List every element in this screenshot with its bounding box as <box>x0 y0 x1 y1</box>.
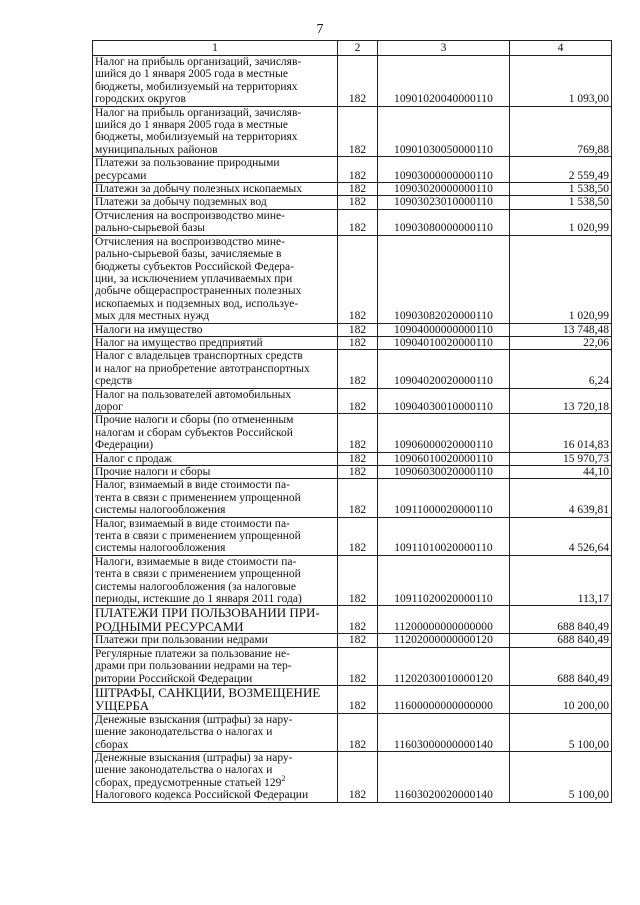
footnote-superscript: 2 <box>281 773 286 783</box>
budget-classification-code-cell: 10904010020000110 <box>378 336 510 349</box>
amount-cell: 688 840,49 <box>510 634 612 647</box>
amount-cell: 2 559,49 <box>510 157 612 183</box>
budget-classification-code-cell: 10903023010000110 <box>378 196 510 209</box>
table-row <box>93 466 612 479</box>
budget-classification-code-cell: 10903020000000110 <box>378 183 510 196</box>
revenue-name-cell: Регулярные платежи за пользование не- драми при пользовании недрами на тер- ритории Российской Федерации <box>93 647 338 685</box>
administrator-code-cell: 182 <box>338 209 378 235</box>
administrator-code-cell: 182 <box>338 196 378 209</box>
budget-classification-code-cell: 10906000020000110 <box>378 414 510 452</box>
revenue-table <box>92 40 612 803</box>
administrator-code-cell: 182 <box>338 685 378 713</box>
amount-cell: 1 093,00 <box>510 56 612 107</box>
table-row <box>93 685 612 713</box>
administrator-code-cell: 182 <box>338 713 378 751</box>
budget-classification-code-cell: 10901020040000110 <box>378 56 510 107</box>
table-row <box>93 479 612 517</box>
table-row <box>93 336 612 349</box>
amount-cell: 6,24 <box>510 350 612 388</box>
budget-classification-code-cell: 10911000020000110 <box>378 479 510 517</box>
amount-cell: 5 100,00 <box>510 713 612 751</box>
budget-classification-code-cell: 11603020020000140 <box>378 751 510 802</box>
administrator-code-cell: 182 <box>338 56 378 107</box>
revenue-name-cell: Налог, взимаемый в виде стоимости па- тента в связи с применением упрощенной системы налогообложения <box>93 479 338 517</box>
revenue-name-cell: ШТРАФЫ, САНКЦИИ, ВОЗМЕЩЕНИЕ УЩЕРБА <box>93 685 338 713</box>
administrator-code-cell: 182 <box>338 466 378 479</box>
revenue-name-cell <box>93 751 338 802</box>
budget-classification-code-cell: 10904020020000110 <box>378 350 510 388</box>
table-row <box>93 606 612 634</box>
budget-classification-code-cell: 10911020020000110 <box>378 555 510 606</box>
column-header: 2 <box>338 41 378 56</box>
table-row <box>93 751 612 802</box>
budget-classification-code-cell: 10906030020000110 <box>378 466 510 479</box>
budget-classification-code-cell: 10911010020000110 <box>378 517 510 555</box>
budget-classification-code-cell: 10903080000000110 <box>378 209 510 235</box>
revenue-name-cell: Налог на прибыль организаций, зачисляв- шийся до 1 января 2005 года в местные бюджеты, мобилизуемый на территориях муниципальных районов <box>93 106 338 157</box>
revenue-name-cell: Налог на прибыль организаций, зачисляв- шийся до 1 января 2005 года в местные бюджеты, мобилизуемый на территориях городских округов <box>93 56 338 107</box>
budget-classification-code-cell: 11200000000000000 <box>378 606 510 634</box>
revenue-name-text-tail: Налогового кодекса Российской Федерации <box>95 789 309 802</box>
amount-cell: 13 748,48 <box>510 323 612 336</box>
administrator-code-cell: 182 <box>338 336 378 349</box>
column-header: 1 <box>93 41 338 56</box>
revenue-name-cell: Денежные взыскания (штрафы) за нару- шение законодательства о налогах и сборах <box>93 713 338 751</box>
budget-classification-code-cell: 10904030010000110 <box>378 388 510 414</box>
table-row <box>93 235 612 323</box>
budget-classification-code-cell: 11600000000000000 <box>378 685 510 713</box>
administrator-code-cell: 182 <box>338 235 378 323</box>
administrator-code-cell: 182 <box>338 350 378 388</box>
amount-cell: 22,06 <box>510 336 612 349</box>
budget-classification-code-cell: 10906010020000110 <box>378 452 510 465</box>
budget-classification-code-cell: 10904000000000110 <box>378 323 510 336</box>
amount-cell: 113,17 <box>510 555 612 606</box>
revenue-name-cell: Налоги, взимаемые в виде стоимости па- тента в связи с применением упрощенной системы налогообложения (за налоговые периоды, истекшие до 1 января 2011 года) <box>93 555 338 606</box>
revenue-name-cell: Налоги на имущество <box>93 323 338 336</box>
revenue-name-cell: Платежи за добычу полезных ископаемых <box>93 183 338 196</box>
table-row <box>93 183 612 196</box>
revenue-name-cell: Налог, взимаемый в виде стоимости па- тента в связи с применением упрощенной системы налогообложения <box>93 517 338 555</box>
table-row <box>93 555 612 606</box>
amount-cell: 769,88 <box>510 106 612 157</box>
revenue-name-cell: Платежи за пользование природными ресурсами <box>93 157 338 183</box>
budget-classification-code-cell: 10903082020000110 <box>378 235 510 323</box>
amount-cell: 1 538,50 <box>510 183 612 196</box>
table-row <box>93 414 612 452</box>
amount-cell: 44,10 <box>510 466 612 479</box>
table-row <box>93 517 612 555</box>
administrator-code-cell: 182 <box>338 647 378 685</box>
amount-cell: 688 840,49 <box>510 606 612 634</box>
revenue-name-cell: Налог с продаж <box>93 452 338 465</box>
administrator-code-cell: 182 <box>338 751 378 802</box>
revenue-name-cell: Отчисления на воспроизводство мине- рально-сырьевой базы <box>93 209 338 235</box>
table-body <box>93 56 612 803</box>
table-row <box>93 634 612 647</box>
budget-classification-code-cell: 11202030010000120 <box>378 647 510 685</box>
amount-cell: 13 720,18 <box>510 388 612 414</box>
amount-cell: 10 200,00 <box>510 685 612 713</box>
table-row <box>93 713 612 751</box>
budget-classification-code-cell: 10903000000000110 <box>378 157 510 183</box>
budget-classification-code-cell: 10901030050000110 <box>378 106 510 157</box>
table-row <box>93 323 612 336</box>
administrator-code-cell: 182 <box>338 323 378 336</box>
table-row <box>93 388 612 414</box>
amount-cell: 16 014,83 <box>510 414 612 452</box>
budget-classification-code-cell: 11202000000000120 <box>378 634 510 647</box>
column-header: 3 <box>378 41 510 56</box>
table-row <box>93 647 612 685</box>
table-row <box>93 452 612 465</box>
budget-classification-code-cell: 11603000000000140 <box>378 713 510 751</box>
administrator-code-cell: 182 <box>338 634 378 647</box>
administrator-code-cell: 182 <box>338 157 378 183</box>
revenue-name-cell: Налог на пользователей автомобильных дорог <box>93 388 338 414</box>
amount-cell: 15 970,73 <box>510 452 612 465</box>
table-row <box>93 106 612 157</box>
revenue-name-cell: Отчисления на воспроизводство мине- рально-сырьевой базы, зачисляемые в бюджеты субъектов Российской Федера- ции, за исключением уплачиваемых при добыче общераспространенных полезных ископаемых и подземных вод, используе- мых для местных нужд <box>93 235 338 323</box>
revenue-name-cell: Налог на имущество предприятий <box>93 336 338 349</box>
administrator-code-cell: 182 <box>338 452 378 465</box>
revenue-name-cell: Платежи при пользовании недрами <box>93 634 338 647</box>
administrator-code-cell: 182 <box>338 106 378 157</box>
administrator-code-cell: 182 <box>338 388 378 414</box>
column-header: 4 <box>510 41 612 56</box>
administrator-code-cell: 182 <box>338 479 378 517</box>
revenue-name-cell: Налог с владельцев транспортных средств и налог на приобретение автотранспортных средств <box>93 350 338 388</box>
administrator-code-cell: 182 <box>338 606 378 634</box>
revenue-name-text: Денежные взыскания (штрафы) за нару- шение законодательства о налогах и сборах, предусмотренные статьей 129 <box>95 751 293 789</box>
revenue-name-cell: Прочие налоги и сборы (по отмененным налогам и сборам субъектов Российской Федерации) <box>93 414 338 452</box>
amount-cell: 688 840,49 <box>510 647 612 685</box>
revenue-name-cell: Платежи за добычу подземных вод <box>93 196 338 209</box>
amount-cell: 1 020,99 <box>510 235 612 323</box>
amount-cell: 1 020,99 <box>510 209 612 235</box>
administrator-code-cell: 182 <box>338 517 378 555</box>
table-header-row <box>93 41 612 56</box>
revenue-name-cell: Прочие налоги и сборы <box>93 466 338 479</box>
amount-cell: 4 526,64 <box>510 517 612 555</box>
table-row <box>93 350 612 388</box>
table-row <box>93 196 612 209</box>
table-row <box>93 157 612 183</box>
administrator-code-cell: 182 <box>338 555 378 606</box>
revenue-name-cell: ПЛАТЕЖИ ПРИ ПОЛЬЗОВАНИИ ПРИ- РОДНЫМИ РЕСУРСАМИ <box>93 606 338 634</box>
administrator-code-cell: 182 <box>338 414 378 452</box>
administrator-code-cell: 182 <box>338 183 378 196</box>
amount-cell: 5 100,00 <box>510 751 612 802</box>
table-row <box>93 56 612 107</box>
amount-cell: 4 639,81 <box>510 479 612 517</box>
table-row <box>93 209 612 235</box>
amount-cell: 1 538,50 <box>510 196 612 209</box>
page-number: 7 <box>316 22 324 37</box>
